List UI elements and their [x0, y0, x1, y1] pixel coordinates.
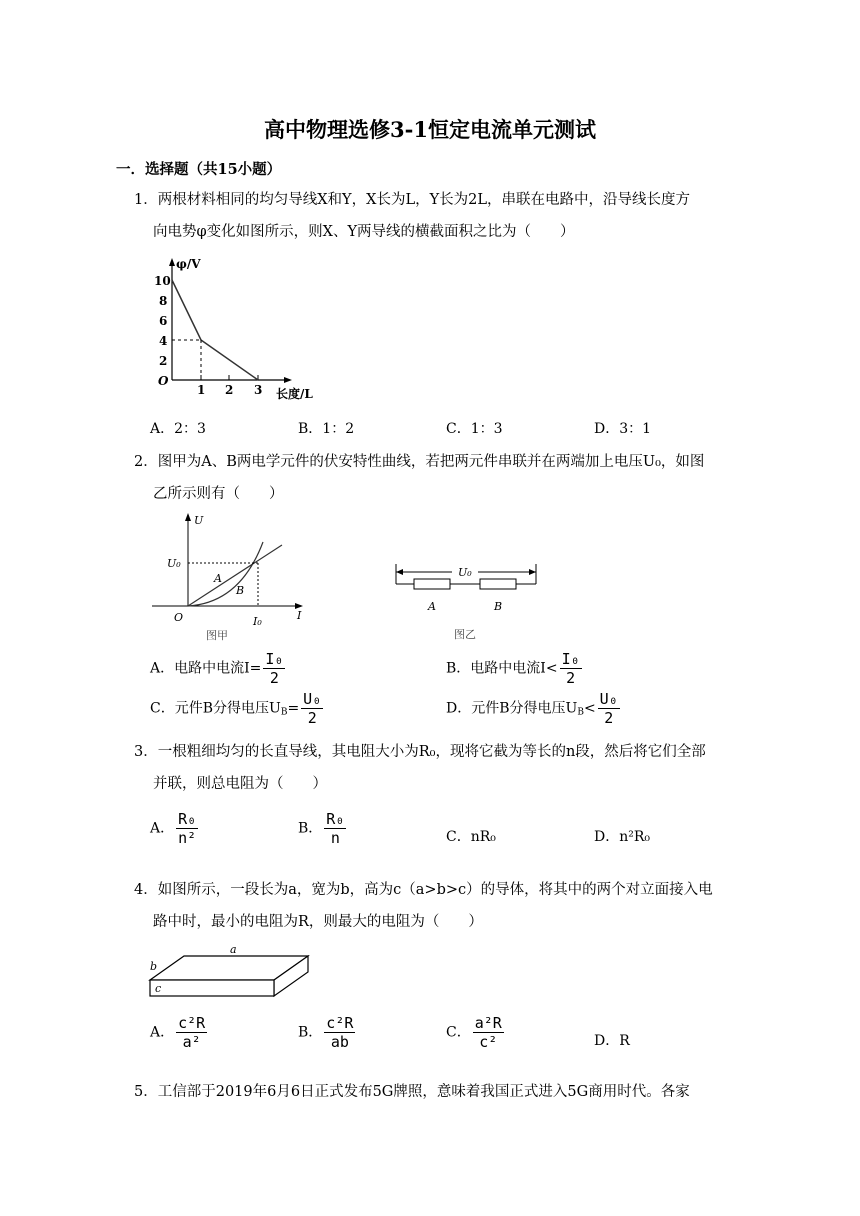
- q2-y-axis-label: U: [194, 514, 204, 527]
- q2-option-c-fraction: [301, 690, 323, 727]
- fraction-numerator: U₀: [303, 690, 322, 708]
- q4-option-c-fraction: [473, 1014, 504, 1051]
- q2-option-d-fraction: [598, 690, 620, 727]
- q2-option-b[interactable]: [446, 650, 584, 687]
- q3-option-c[interactable]: C．nR₀: [446, 829, 496, 845]
- fraction-denominator: n: [330, 829, 340, 847]
- q3-option-d[interactable]: D．n²R₀: [594, 829, 651, 845]
- q1-option-c[interactable]: C．1：3: [446, 421, 503, 437]
- q2-origin-label: O: [174, 611, 184, 624]
- q4-option-a-label: A．: [150, 1024, 175, 1041]
- q4-option-d[interactable]: D．R: [594, 1033, 630, 1049]
- section-heading: 一．选择题（共15小题）: [116, 161, 282, 178]
- operator: <: [583, 700, 596, 717]
- q2-u0-label: U₀: [167, 557, 181, 570]
- fraction-denominator: 2: [566, 669, 576, 687]
- q1-option-d[interactable]: D．3：1: [594, 421, 652, 437]
- q3-text-line1: 3．一根粗细均匀的长直导线，其电阻大小为R₀，现将它截为等长的n段，然后将它们全部: [134, 744, 706, 760]
- q2-option-a[interactable]: [150, 650, 287, 687]
- q4-option-c-label: C．: [446, 1024, 471, 1041]
- q4-option-b-fraction: [324, 1014, 355, 1051]
- q4-option-a[interactable]: [150, 1014, 209, 1051]
- q2-option-d-label: D．元件B分得电压U: [446, 700, 578, 717]
- q1-text-line2: 向电势φ变化如图所示，则X、Y两导线的横截面积之比为（ ）: [153, 224, 575, 240]
- q4-option-b[interactable]: [298, 1014, 357, 1051]
- q3-text-line2: 并联，则总电阻为（ ）: [153, 776, 327, 792]
- q4-option-b-label: B．: [298, 1024, 323, 1041]
- q4-text-line1: 4．如图所示，一段长为a，宽为b，高为c（a>b>c）的导体，将其中的两个对立面接入电: [134, 882, 713, 898]
- q1-x-tick: 2: [225, 383, 234, 397]
- fraction-numerator: c²R: [178, 1014, 206, 1032]
- q3-option-b-fraction: [324, 810, 346, 847]
- q2-curve-a-label: A: [214, 572, 222, 585]
- fraction-numerator: U₀: [599, 690, 618, 708]
- q1-x-tick: 1: [197, 383, 206, 397]
- q4-text-line2: 路中时，最小的电阻为R，则最大的电阻为（ ）: [153, 914, 483, 930]
- q1-text-line1: 1．两根材料相同的均匀导线X和Y，X长为L，Y长为2L，串联在电路中，沿导线长度方: [134, 192, 690, 208]
- q1-y-tick: 4: [159, 334, 168, 348]
- fraction-numerator: R₀: [326, 810, 345, 828]
- q3-option-b[interactable]: [298, 810, 348, 847]
- q1-y-tick: 2: [159, 354, 168, 368]
- q2-option-b-fraction: [560, 650, 582, 687]
- fraction-denominator: n²: [178, 829, 197, 847]
- fraction-numerator: a²R: [474, 1014, 502, 1032]
- q1-y-tick: 8: [159, 294, 168, 308]
- fraction-denominator: c²: [479, 1033, 498, 1051]
- q4-label-b: b: [150, 960, 158, 973]
- q1-potential-graph: [140, 254, 330, 406]
- q1-option-a[interactable]: A．2：3: [150, 421, 206, 437]
- fraction-numerator: R₀: [178, 810, 197, 828]
- q2-circuit-u0-label: U₀: [458, 566, 472, 579]
- fraction-denominator: 2: [307, 709, 317, 727]
- q4-label-a: a: [230, 943, 237, 956]
- q1-option-b[interactable]: B．1：2: [298, 421, 355, 437]
- q3-option-a-fraction: [176, 810, 198, 847]
- q1-origin-label: O: [158, 374, 169, 388]
- q2-option-c-label: C．元件B分得电压U: [150, 700, 281, 717]
- page-title: 高中物理选修3-1恒定电流单元测试: [264, 117, 596, 142]
- fraction-denominator: ab: [330, 1033, 349, 1051]
- q2-option-c[interactable]: [150, 690, 325, 727]
- q4-label-c: c: [155, 982, 162, 995]
- q2-option-a-fraction: [263, 650, 285, 687]
- q3-option-b-label: B．: [298, 820, 323, 837]
- q3-option-a-label: A．: [150, 820, 175, 837]
- q2-series-circuit: [390, 558, 542, 644]
- q2-element-b-label: B: [494, 600, 503, 613]
- q2-option-a-label: A．电路中电流I=: [150, 660, 262, 677]
- q1-y-axis-label: φ/V: [176, 257, 201, 271]
- q1-y-tick: 6: [159, 314, 168, 328]
- fraction-denominator: a²: [182, 1033, 201, 1051]
- q2-i0-label: I₀: [253, 615, 262, 628]
- fraction-denominator: 2: [269, 669, 279, 687]
- q4-option-c[interactable]: [446, 1014, 506, 1051]
- q4-option-a-fraction: [176, 1014, 207, 1051]
- q2-option-b-label: B．电路中电流I<: [446, 660, 558, 677]
- q2-option-d[interactable]: [446, 690, 622, 727]
- q2-fig2-caption: 图乙: [454, 628, 476, 641]
- fraction-numerator: c²R: [326, 1014, 354, 1032]
- subscript: B: [280, 707, 288, 718]
- q2-iv-graph: [150, 508, 310, 644]
- q5-text-line1: 5．工信部于2019年6月6日正式发布5G牌照，意味着我国正式进入5G商用时代。各家: [134, 1084, 690, 1100]
- q4-conductor-block: [144, 942, 316, 1002]
- q3-option-a[interactable]: [150, 810, 200, 847]
- q1-x-axis-label: 长度/L: [276, 387, 313, 401]
- q2-curve-b-label: B: [236, 584, 245, 597]
- q1-y-tick: 10: [154, 274, 171, 288]
- q2-fig1-caption: 图甲: [206, 629, 228, 642]
- fraction-numerator: I₀: [561, 650, 580, 668]
- fraction-numerator: I₀: [265, 650, 284, 668]
- fraction-denominator: 2: [604, 709, 614, 727]
- q1-x-tick: 3: [254, 383, 263, 397]
- q2-element-a-label: A: [428, 600, 436, 613]
- subscript: B: [577, 707, 584, 718]
- operator: =: [287, 700, 300, 717]
- q2-text-line1: 2．图甲为A、B两电学元件的伏安特性曲线，若把两元件串联并在两端加上电压U₀，如图: [134, 454, 705, 470]
- q2-x-axis-label: I: [297, 609, 302, 622]
- q2-text-line2: 乙所示则有（ ）: [153, 486, 284, 502]
